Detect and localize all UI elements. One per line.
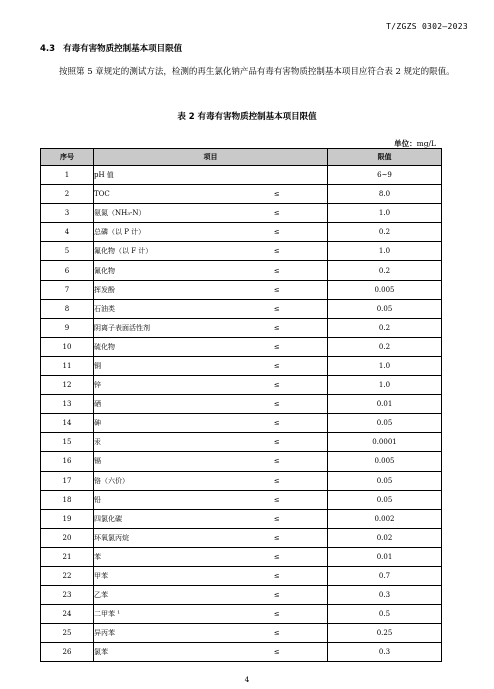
row-operator-cell: ≤ — [227, 223, 328, 242]
row-limit-cell: 0.3 — [328, 643, 442, 662]
row-operator-cell: ≤ — [227, 528, 328, 547]
section-paragraph: 按照第 5 章规定的测试方法，检测的再生氯化钠产品有毒有害物质控制基本项目应符合表 2 规定的限值。 — [59, 67, 455, 77]
row-limit-cell: 0.002 — [328, 509, 442, 528]
row-number-cell: 8 — [41, 299, 94, 318]
row-limit-cell: 1.0 — [328, 356, 442, 375]
table-caption: 表 2 有毒有害物质控制基本项目限值 — [177, 112, 317, 122]
row-number-cell: 21 — [41, 547, 94, 566]
limits-table — [40, 148, 442, 662]
row-operator-cell: ≤ — [227, 337, 328, 356]
row-number-cell: 26 — [41, 643, 94, 662]
row-limit-cell: 0.01 — [328, 547, 442, 566]
section-number: 4.3 — [40, 44, 56, 54]
row-number-cell: 23 — [41, 586, 94, 605]
table-row — [41, 204, 442, 223]
column-header-item: 项目 — [94, 149, 328, 166]
row-limit-cell: 0.5 — [328, 605, 442, 624]
row-number-cell: 16 — [41, 452, 94, 471]
row-limit-cell: 0.3 — [328, 586, 442, 605]
row-item-cell: 硒 — [94, 395, 227, 414]
row-item-cell: 铜 — [94, 356, 227, 375]
row-item-cell: 总磷（以 P 计） — [94, 223, 227, 242]
row-item-cell: 锌 — [94, 376, 227, 395]
limits-table-body — [41, 166, 442, 662]
row-item-cell: 砷 — [94, 414, 227, 433]
row-operator-cell: ≤ — [227, 414, 328, 433]
row-limit-cell: 0.01 — [328, 395, 442, 414]
row-operator-cell: ≤ — [227, 643, 328, 662]
row-limit-cell: 0.05 — [328, 299, 442, 318]
row-limit-cell: 0.25 — [328, 624, 442, 643]
table-row — [41, 528, 442, 547]
row-operator-cell: ≤ — [227, 624, 328, 643]
row-number-cell: 17 — [41, 471, 94, 490]
row-number-cell: 1 — [41, 166, 94, 185]
row-item-cell: 二甲苯 ¹ — [94, 605, 227, 624]
row-number-cell: 24 — [41, 605, 94, 624]
unit-label-key: 单位： — [394, 139, 417, 148]
row-operator-cell: ≤ — [227, 452, 328, 471]
row-limit-cell: 0.005 — [328, 452, 442, 471]
table-row — [41, 337, 442, 356]
row-limit-cell: 0.05 — [328, 471, 442, 490]
row-limit-cell: 0.7 — [328, 566, 442, 585]
row-limit-cell: 0.05 — [328, 414, 442, 433]
row-limit-cell: 0.0001 — [328, 433, 442, 452]
table-row — [41, 509, 442, 528]
row-item-cell: 石油类 — [94, 299, 227, 318]
row-number-cell: 10 — [41, 337, 94, 356]
row-operator-cell: ≤ — [227, 395, 328, 414]
row-operator-cell: ≤ — [227, 433, 328, 452]
section-title: 有毒有害物质控制基本项目限值 — [63, 44, 183, 54]
table-row — [41, 490, 442, 509]
table-row — [41, 280, 442, 299]
row-number-cell: 15 — [41, 433, 94, 452]
row-item-cell: 氰化物 — [94, 261, 227, 280]
row-item-cell: 挥发酚 — [94, 280, 227, 299]
table-row — [41, 395, 442, 414]
row-item-cell: 环氧氯丙烷 — [94, 528, 227, 547]
table-row — [41, 471, 442, 490]
row-operator-cell: ≤ — [227, 605, 328, 624]
row-number-cell: 14 — [41, 414, 94, 433]
row-number-cell: 6 — [41, 261, 94, 280]
section-heading — [40, 42, 182, 54]
row-number-cell: 5 — [41, 242, 94, 261]
row-operator-cell: ≤ — [227, 356, 328, 375]
standard-code: T/ZGZS 0302—2023 — [386, 22, 468, 31]
table-row — [41, 261, 442, 280]
row-number-cell: 9 — [41, 318, 94, 337]
row-operator-cell: ≤ — [227, 490, 328, 509]
page-number: 4 — [244, 675, 250, 684]
row-operator-cell: ≤ — [227, 185, 328, 204]
row-limit-cell: 8.0 — [328, 185, 442, 204]
row-limit-cell: 1.0 — [328, 204, 442, 223]
row-number-cell: 18 — [41, 490, 94, 509]
row-limit-cell: 0.2 — [328, 318, 442, 337]
table-row — [41, 223, 442, 242]
row-operator-cell: ≤ — [227, 471, 328, 490]
row-operator-cell: ≤ — [227, 299, 328, 318]
row-limit-cell: 6~9 — [328, 166, 442, 185]
row-item-cell: 阴离子表面活性剂 — [94, 318, 227, 337]
table-row — [41, 452, 442, 471]
table-row — [41, 318, 442, 337]
table-row — [41, 185, 442, 204]
row-number-cell: 22 — [41, 566, 94, 585]
row-number-cell: 25 — [41, 624, 94, 643]
table-row — [41, 624, 442, 643]
row-operator-cell: ≤ — [227, 261, 328, 280]
table-row — [41, 566, 442, 585]
row-operator-cell: ≤ — [227, 586, 328, 605]
unit-label-value: mg/L — [416, 139, 436, 148]
row-limit-cell: 0.005 — [328, 280, 442, 299]
table-row — [41, 547, 442, 566]
row-limit-cell: 0.2 — [328, 261, 442, 280]
row-item-cell: 甲苯 — [94, 566, 227, 585]
table-row — [41, 586, 442, 605]
table-row — [41, 376, 442, 395]
row-limit-cell: 1.0 — [328, 376, 442, 395]
row-item-cell: pH 值 — [94, 166, 227, 185]
row-item-cell: 苯 — [94, 547, 227, 566]
table-row — [41, 643, 442, 662]
table-row — [41, 605, 442, 624]
row-item-cell: 硫化物 — [94, 337, 227, 356]
table-header-row — [41, 149, 442, 166]
row-operator-cell: ≤ — [227, 566, 328, 585]
row-number-cell: 19 — [41, 509, 94, 528]
row-item-cell: 铅 — [94, 490, 227, 509]
row-item-cell: 镉 — [94, 452, 227, 471]
row-number-cell: 7 — [41, 280, 94, 299]
table-row — [41, 166, 442, 185]
row-operator-cell: ≤ — [227, 242, 328, 261]
row-operator-cell — [227, 166, 328, 185]
row-item-cell: 乙苯 — [94, 586, 227, 605]
row-operator-cell: ≤ — [227, 318, 328, 337]
row-item-cell: 铬（六价） — [94, 471, 227, 490]
table-row — [41, 414, 442, 433]
row-number-cell: 3 — [41, 204, 94, 223]
row-limit-cell: 0.05 — [328, 490, 442, 509]
table-row — [41, 242, 442, 261]
table-row — [41, 299, 442, 318]
table-row — [41, 433, 442, 452]
column-header-limit: 限值 — [328, 149, 442, 166]
row-number-cell: 2 — [41, 185, 94, 204]
row-item-cell: 异丙苯 — [94, 624, 227, 643]
row-operator-cell: ≤ — [227, 280, 328, 299]
row-operator-cell: ≤ — [227, 204, 328, 223]
row-limit-cell: 1.0 — [328, 242, 442, 261]
row-number-cell: 13 — [41, 395, 94, 414]
row-item-cell: TOC — [94, 185, 227, 204]
row-number-cell: 4 — [41, 223, 94, 242]
row-item-cell: 四氯化碳 — [94, 509, 227, 528]
row-item-cell: 氟化物（以 F 计） — [94, 242, 227, 261]
row-number-cell: 20 — [41, 528, 94, 547]
row-operator-cell: ≤ — [227, 509, 328, 528]
row-item-cell: 氯苯 — [94, 643, 227, 662]
row-limit-cell: 0.2 — [328, 223, 442, 242]
row-number-cell: 12 — [41, 376, 94, 395]
column-header-no: 序号 — [41, 149, 94, 166]
row-limit-cell: 0.2 — [328, 337, 442, 356]
table-row — [41, 356, 442, 375]
row-item-cell: 氨氮（NH₃-N） — [94, 204, 227, 223]
row-limit-cell: 0.02 — [328, 528, 442, 547]
row-operator-cell: ≤ — [227, 376, 328, 395]
row-item-cell: 汞 — [94, 433, 227, 452]
row-operator-cell: ≤ — [227, 547, 328, 566]
row-number-cell: 11 — [41, 356, 94, 375]
